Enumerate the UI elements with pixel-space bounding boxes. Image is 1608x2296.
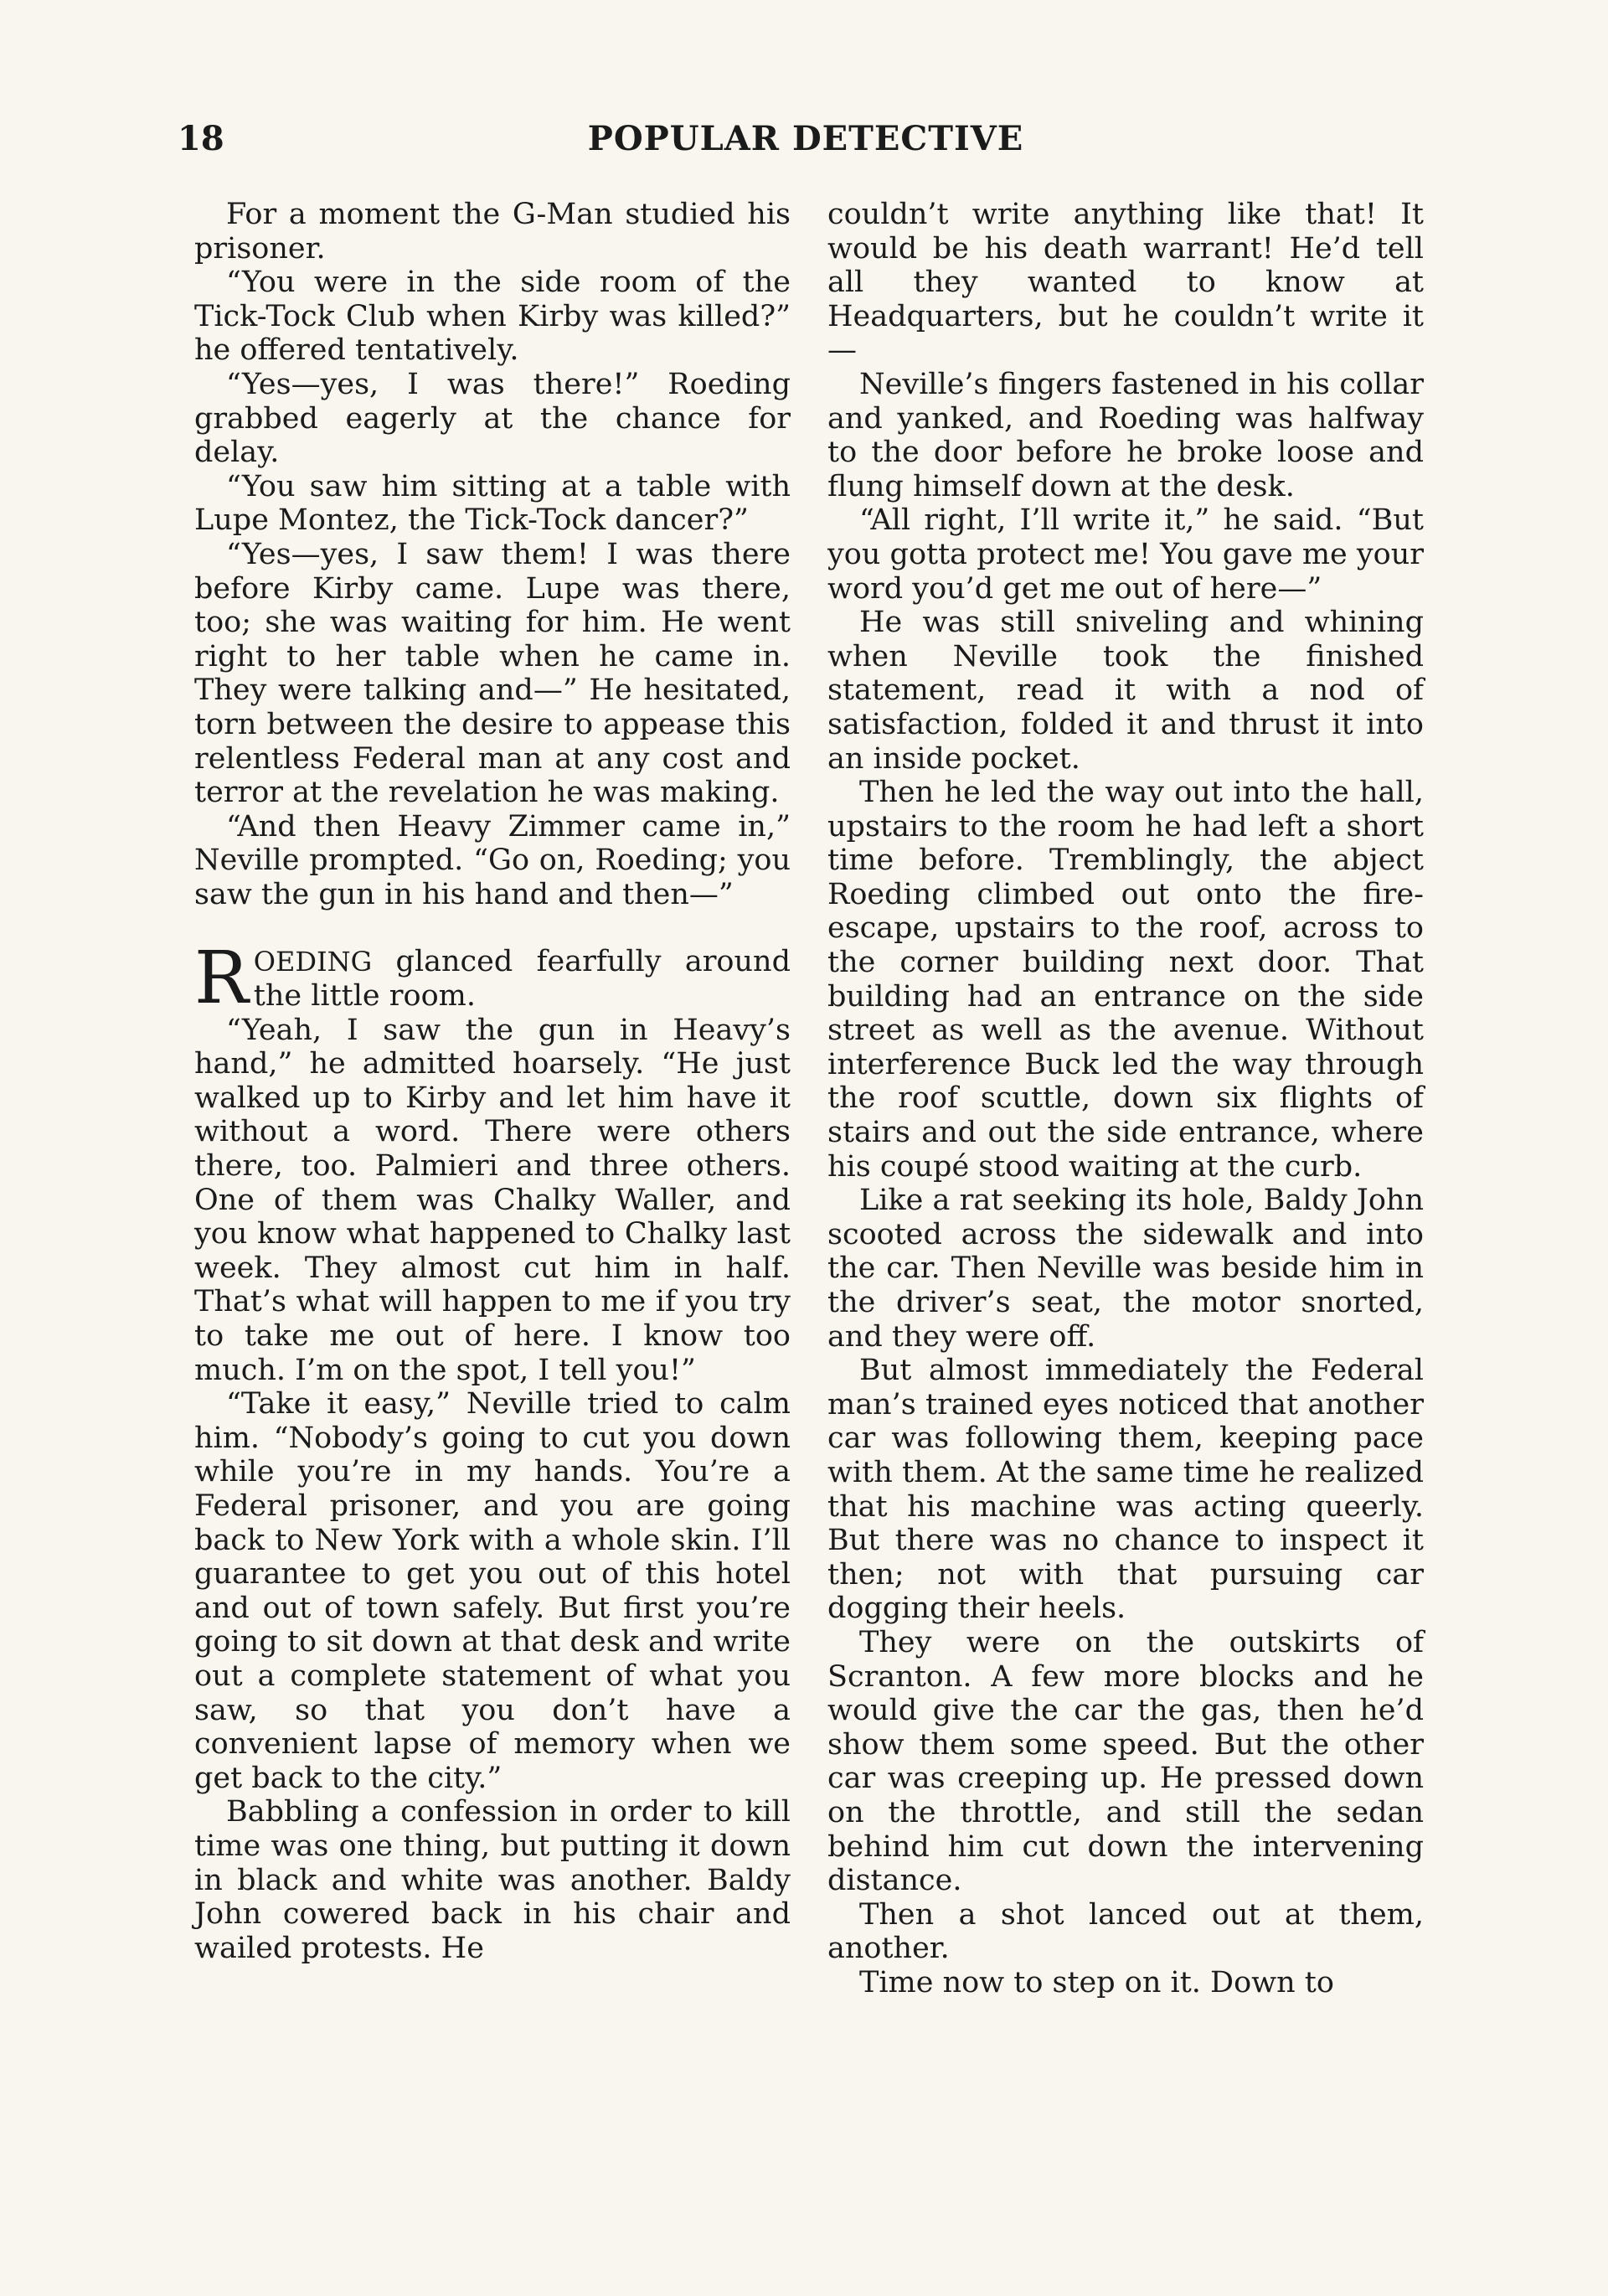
paragraph: “Take it easy,” Neville tried to calm him. “Nobody’s going to cut you down while you’re in my hands. You’re a Federal prisoner, and you are going back to New York with a whole skin. I’ll guarantee to get you out of this hotel and out of town safely. But first you’re going to sit down at that desk and write out a complete statement of what you saw, so that you don’t have a convenient lapse of memory when we get back to the city.” [194,1387,791,1795]
left-column [194,198,791,1965]
paragraph: Time now to step on it. Down to [859,1965,1334,1999]
page-header [178,119,1434,169]
paragraph: They were on the outskirts of Scranton. A few more blocks and he would give the car the gas, then he’d show them some speed. But the other car was creeping up. He pressed down on the throttle, and still the sedan behind him cut down the intervening distance. [827,1625,1424,1898]
paragraph: Babbling a confession in order to kill time was one thing, but putting it down in black and white was another. Baldy John cowered back in his chair and wailed protests. He [194,1795,791,1965]
paragraph: “And then Heavy Zimmer came in,” Neville prompted. “Go on, Roeding; you saw the gun in his hand and then—” [194,809,791,911]
paragraph: Then he led the way out into the hall, upstairs to the room he had left a short time before. Tremblingly, the abject Roeding climbed out onto the fire-escape, upstairs to the roof, across to the corner building next door. That building had an entrance on the side street as well as the avenue. Without interference Buck led the way through the roof scuttle, down six flights of stairs and out the side entrance, where his coupé stood waiting at the curb. [827,776,1424,1184]
dropcap-paragraph [194,936,791,1021]
paragraph: “All right, I’ll write it,” he said. “But you gotta protect me! You gave me your word you’d get me out of here—” [827,503,1424,606]
page-number: 18 [178,119,224,158]
paragraph: couldn’t write anything like that! It would be his death warrant! He’d tell all they wanted to know at Headquarters, but he couldn’t write it— [827,198,1424,368]
paragraph-text: glanced fearfully around the little room. [253,945,791,1014]
paragraph: “Yes—yes, I saw them! I was there before Kirby came. Lupe was there, too; she was waiting for him. He went right to her table when he came in. They were talking and—” He hesitated, torn between the desire to appease this relentless Federal man at any cost and terror at the revelation he was making. [194,537,791,810]
paragraph: “Yeah, I saw the gun in Heavy’s hand,” he admitted hoarsely. “He just walked up to Kirby and let him have it without a word. There were others there, too. Palmieri and three others. One of them was Chalky Waller, and you know what happened to Chalky last week. They almost cut him in half. That’s what will happen to me if you try to take me out of here. I know too much. I’m on the spot, I tell you!” [194,1013,791,1387]
right-column [827,198,1424,1999]
paragraph: “You saw him sitting at a table with Lupe Montez, the Tick-Tock dancer?” [194,469,791,538]
paragraph: For a moment the G-Man studied his prisoner. [194,198,791,266]
drop-cap: R [194,936,249,1021]
paragraph: “Yes—yes, I was there!” Roeding grabbed eagerly at the chance for delay. [194,367,791,470]
paragraph: Neville’s fingers fastened in his collar and yanked, and Roeding was halfway to the door before he broke loose and flung himself down at the desk. [827,367,1424,503]
paragraph: But almost immediately the Federal man’s trained eyes noticed that another car was following them, keeping pace with them. At the same time he realized that his machine was acting queerly. But there was no chance to inspect it then; not with that pursuing car dogging their heels. [827,1354,1424,1626]
paragraph: Then a shot lanced out at them, another. [827,1897,1424,1966]
paragraph: He was still sniveling and whining when Neville took the finished statement, read it with a nod of satisfaction, folded it and thrust it into an inside pocket. [827,606,1424,776]
paragraph: Like a rat seeking its hole, Baldy John scooted across the sidewalk and into the car. Then Neville was beside him in the driver’s seat, the motor snorted, and they were off. [827,1184,1424,1354]
paragraph: “You were in the side room of the Tick-Tock Club when Kirby was killed?” he offered tentatively. [194,266,791,368]
running-head: POPULAR DETECTIVE [587,119,1024,158]
smallcaps-word: OEDING [253,946,373,978]
